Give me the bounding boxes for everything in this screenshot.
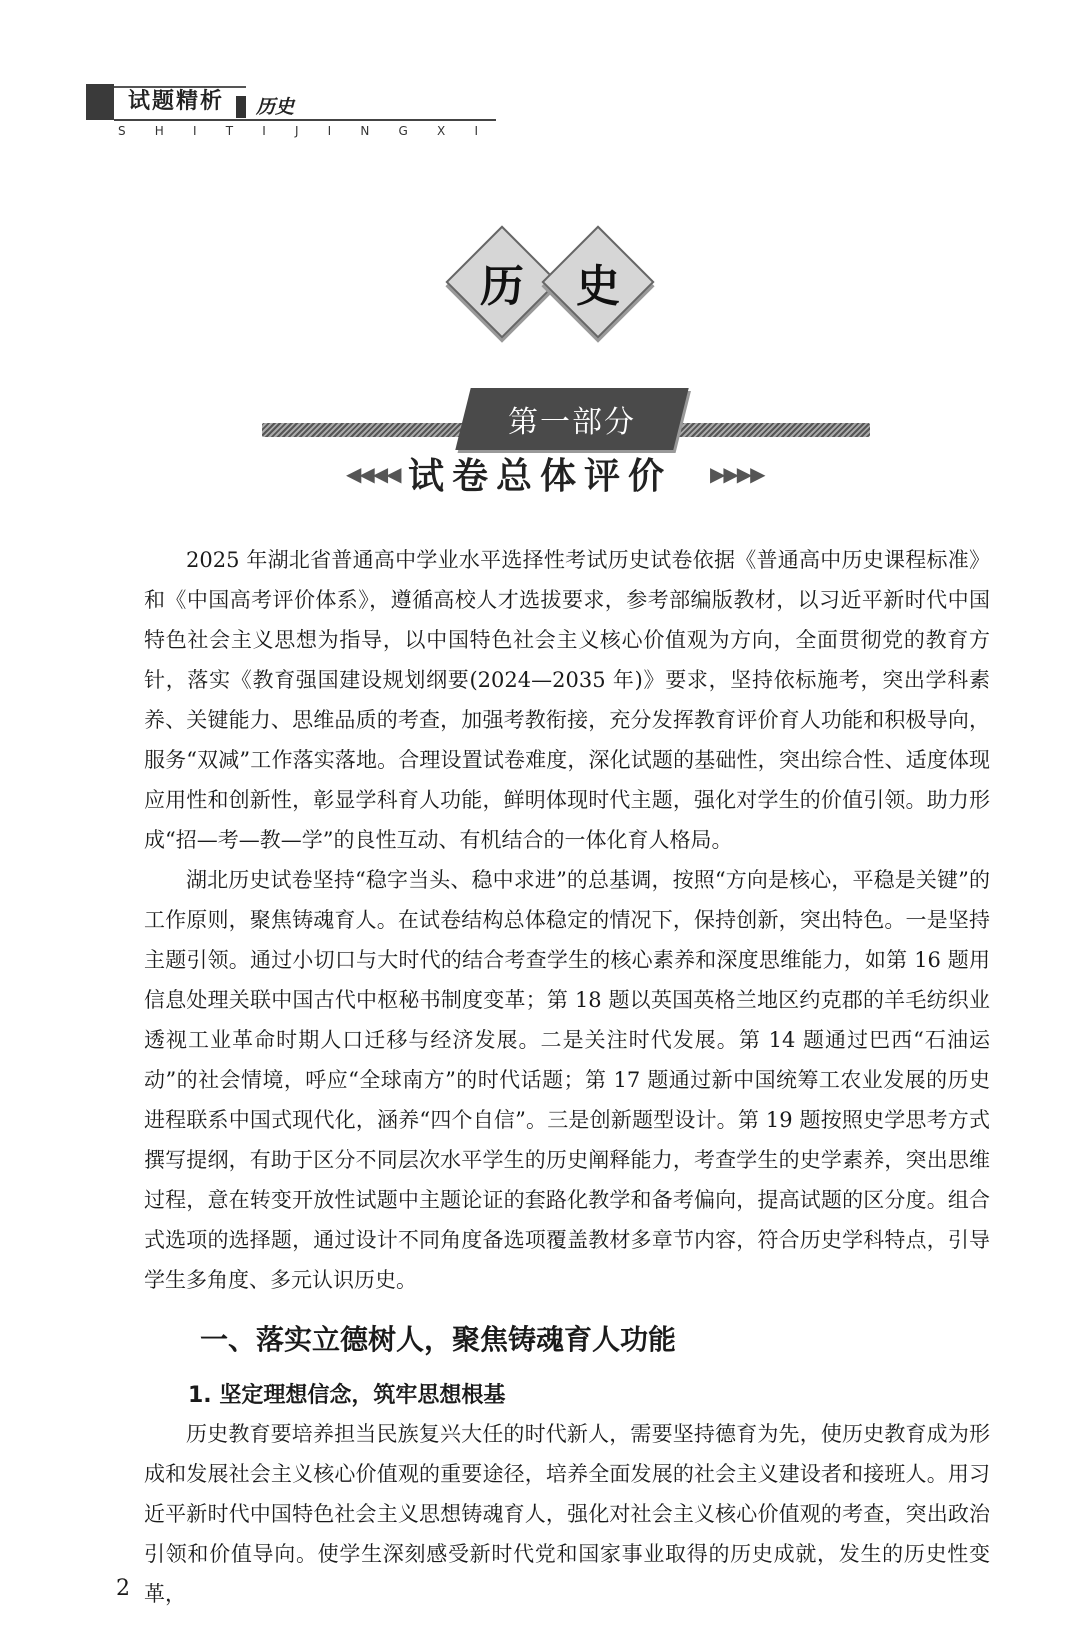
header-block [86, 84, 114, 120]
pinyin-letter: I [327, 124, 332, 138]
header-pinyin [118, 124, 478, 138]
header-subject: 历史 [256, 96, 295, 118]
paragraph: 2025 年湖北省普通高中学业水平选择性考试历史试卷依据《普通高中历史课程标准》和《中国高考评价体系》，遵循高校人才选拔要求，参考部编版教材，以习近平新时代中国特色社会主义思想为指导，以中国特色社会主义核心价值观为方向，全面贯彻党的教育方针，落实《教育强国建设规划纲要(2024—2035 年)》要求，坚持依标施考，突出学科素养、关键能力、思维品质的考查，加强考教衔接，充分发挥教育评价育人功能和积极导向，服务“双减”工作落实落地。合理设置试卷难度，深化试题的基础性，突出综合性、适度体现应用性和创新性，彰显学科育人功能，鲜明体现时代主题，强化对学生的价值引领。助力形成“招—考—教—学”的良性互动、有机结合的一体化育人格局。 [144, 548, 990, 852]
banner-stripe-right [676, 423, 870, 437]
paragraph: 湖北历史试卷坚持“稳字当头、稳中求进”的总基调，按照“方向是核心，平稳是关键”的工作原则，聚焦铸魂育人。在试卷结构总体稳定的情况下，保持创新，突出特色。一是坚持主题引领。通过小切口与大时代的结合考查学生的核心素养和深度思维能力，如第 16 题用信息处理关联中国古代中枢秘书制度变革；第 18 题以英国英格兰地区约克郡的羊毛纺织业透视工业革命时期人口迁移与经济发展。二是关注时代发展。第 14 题通过巴西“石油运动”的社会情境，呼应“全球南方”的时代话题；第 17 题通过新中国统筹工农业发展的历史进程联系中国式现代化，涵养“四个自信”。三是创新题型设计。第 19 题按照史学思考方式撰写提纲，有助于区分不同层次水平学生的历史阐释能力，考查学生的史学素养，突出思维过程，意在转变开放性试题中主题论证的套路化教学和备考偏向，提高试题的区分度。组合式选项的选择题，通过设计不同角度备选项覆盖教材多章节内容，符合历史学科特点，引导学生多角度、多元认识历史。 [144, 868, 990, 1292]
subject-diamond-1 [462, 242, 542, 322]
page-number: 2 [116, 1576, 130, 1601]
banner-stripe-left [262, 423, 466, 437]
section-title: 试卷总体评价 [407, 456, 672, 497]
heading-level-1: 一、落实立德树人，聚焦铸魂育人功能 [200, 1323, 677, 1356]
pinyin-letter: S [118, 124, 126, 138]
body-text [144, 540, 990, 1614]
header-rule [114, 119, 496, 121]
pinyin-letter: I [193, 124, 197, 138]
pinyin-letter: G [398, 124, 408, 138]
pinyin-letter: X [437, 124, 446, 138]
paragraph: 历史教育要培养担当民族复兴大任的时代新人，需要坚持德育为先，使历史教育成为形成和发展社会主义核心价值观的重要途径，培养全面发展的社会主义建设者和接班人。用习近平新时代中国特色社会主义思想铸魂育人，强化对社会主义核心价值观的考查，突出政治引领和价值导向。使学生深刻感受新时代党和国家事业取得的历史成就，发生的历史性变革， [144, 1422, 990, 1606]
pinyin-letter: I [262, 124, 266, 138]
subject-diamond-2 [558, 242, 638, 322]
heading-level-2: 1. 坚定理想信念，筑牢思想根基 [188, 1383, 506, 1408]
part-label: 第一部分 [508, 405, 636, 440]
header-separator-bar [236, 96, 246, 118]
pinyin-letter: T [225, 124, 234, 138]
header-title: 试题精析 [128, 89, 225, 114]
pinyin-letter: I [474, 124, 478, 138]
subject-char: 史 [576, 261, 620, 312]
pinyin-letter: J [294, 124, 299, 138]
arrows-right-icon: ▶▶▶▶ [710, 462, 764, 486]
pinyin-letter: H [154, 124, 164, 138]
pinyin-letter: N [360, 124, 370, 138]
subject-char: 历 [480, 261, 524, 312]
arrows-left-icon: ◀◀◀◀ [346, 462, 400, 486]
